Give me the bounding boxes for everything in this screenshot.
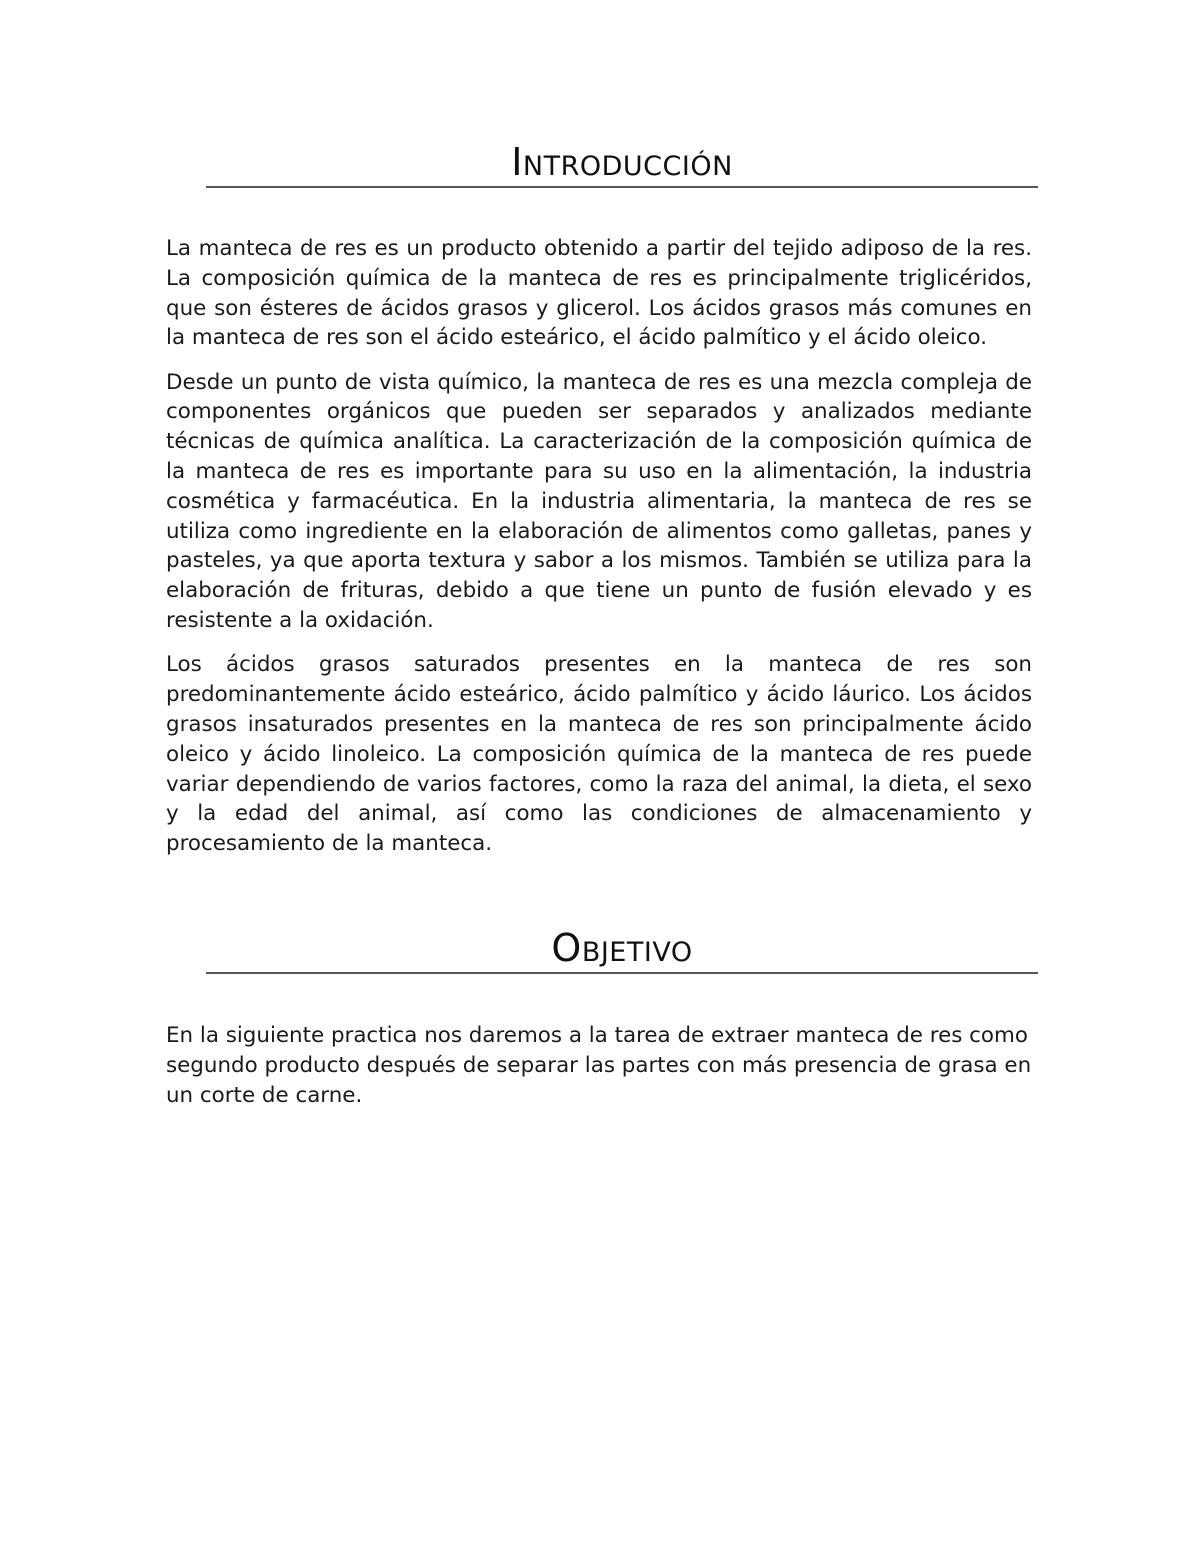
section-heading-objetivo	[206, 928, 1038, 974]
paragraph-objetivo-1: En la siguiente practica nos daremos a la tarea de extraer manteca de res como segundo producto después de separar las partes con más presencia de grasa en un corte de carne.	[166, 1023, 1032, 1108]
section-body-objetivo	[166, 1021, 1032, 1125]
heading-introduccion-text: Introducción	[206, 142, 1038, 188]
section-heading-introduccion	[206, 142, 1038, 188]
paragraph-introduccion-3: Los ácidos grasos saturados presentes en la manteca de res son predominantemente ácido esteárico, ácido palmítico y ácido láurico. Los ácidos grasos insaturados presentes en la manteca de res son principalmente ácido oleico y ácido linoleico. La composición química de la manteca de res puede variar dependiendo de varios factores, como la raza del animal, la dieta, el sexo y la edad del animal, así como las condiciones de almacenamiento y procesamiento de la manteca.	[166, 652, 1032, 857]
heading-objetivo-text: Objetivo	[206, 928, 1038, 974]
section-body-introduccion	[166, 234, 1032, 873]
paragraph-introduccion-1: La manteca de res es un producto obtenido a partir del tejido adiposo de la res. La composición química de la manteca de res es principalmente triglicéridos, que son ésteres de ácidos grasos y glicerol. Los ácidos grasos más comunes en la manteca de res son el ácido esteárico, el ácido palmítico y el ácido oleico.	[166, 236, 1032, 351]
paragraph-introduccion-2: Desde un punto de vista químico, la manteca de res es una mezcla compleja de componentes orgánicos que pueden ser separados y analizados mediante técnicas de química analítica. La caracterización de la composición química de la manteca de res es importante para su uso en la alimentación, la industria cosmética y farmacéutica. En la industria alimentaria, la manteca de res se utiliza como ingrediente en la elaboración de alimentos como galletas, panes y pasteles, ya que aporta textura y sabor a los mismos. También se utiliza para la elaboración de frituras, debido a que tiene un punto de fusión elevado y es resistente a la oxidación.	[166, 369, 1032, 634]
